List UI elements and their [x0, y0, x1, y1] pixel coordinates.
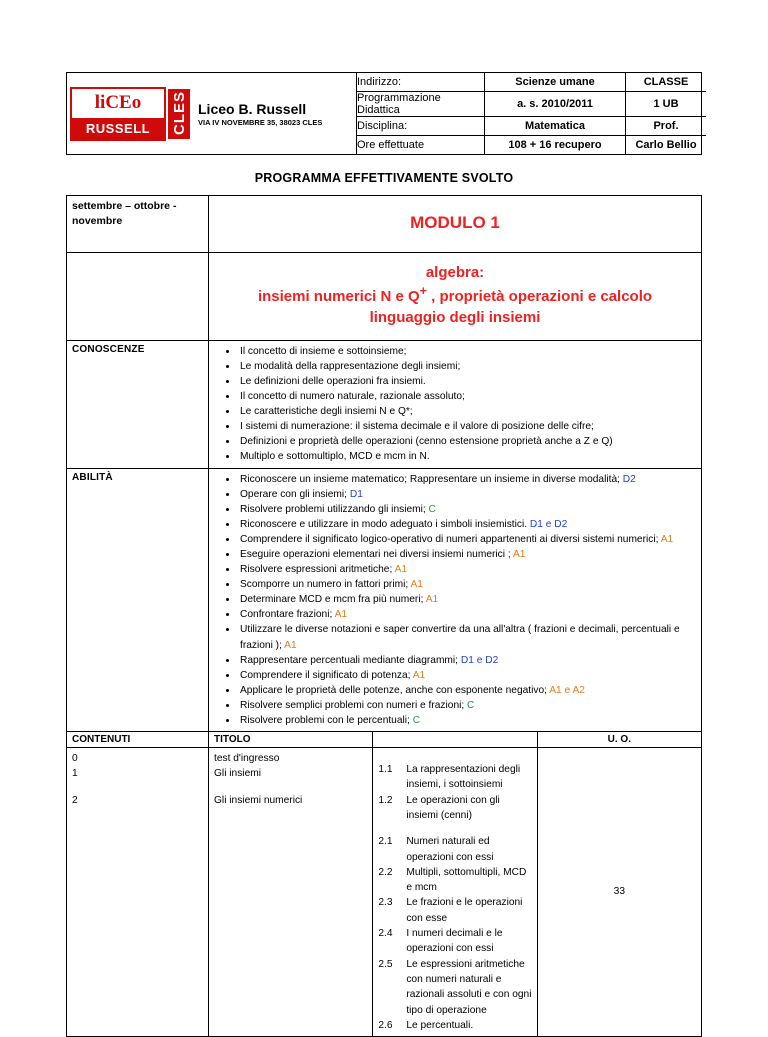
subitems-group-insiemi-numerici — [378, 834, 531, 1033]
list-item: • Confrontare frazioni; A1 — [238, 607, 696, 622]
list-item: • Le definizioni delle operazioni fra insiemi. — [238, 374, 696, 389]
sub-item-text: Le espressioni aritmetiche con numeri naturali e razionali assoluti e con ogni tipo di operazione — [406, 958, 532, 1016]
sub-item-number: 2.6 — [378, 1019, 393, 1031]
contents-header-detail — [373, 732, 537, 748]
competence-code: C — [412, 715, 421, 726]
sub-item — [378, 1018, 531, 1033]
competence-code: A1 — [412, 669, 426, 681]
list-item: • Risolvere espressioni aritmetiche; A1 — [238, 562, 696, 577]
sub-item-text: Multipli, sottomultipli, MCD e mcm — [406, 866, 527, 894]
module-subtitle-row — [67, 253, 702, 341]
sub-item-number: 2.3 — [378, 897, 393, 909]
module-subtitle-line2: insiemi numerici N e Q+ , proprietà operazioni e calcolo — [257, 284, 653, 306]
school-address: VIA IV NOVEMBRE 35, 38023 CLES — [198, 117, 323, 127]
competence-code: D2 — [622, 473, 636, 485]
header-right-classe: CLASSE — [626, 73, 707, 92]
module-subtitle-line3: linguaggio degli insiemi — [369, 308, 541, 326]
abilita-list-cell — [209, 468, 702, 732]
sub-item — [378, 926, 531, 957]
sub-item — [378, 895, 531, 926]
header-value-ore: 108 + 16 recupero — [485, 136, 626, 155]
contents-header-uo: U. O. — [537, 732, 701, 748]
list-item: • Comprendere il significato di potenza; A1 — [238, 668, 696, 683]
sub-item — [378, 957, 531, 1018]
competence-code: C — [428, 503, 436, 515]
module-subtitle-line1: algebra: — [425, 264, 485, 281]
content-title: Gli insiemi — [214, 768, 261, 780]
module-title-cell — [209, 196, 702, 253]
competence-code: C — [467, 699, 475, 711]
list-item: • Definizioni e proprietà delle operazioni (cenno estensione proprietà anche a Z e Q) — [238, 434, 696, 449]
header-label-indirizzo: Indirizzo: — [357, 73, 485, 92]
list-item: • Il concetto di insieme e sottoinsieme; — [238, 344, 696, 359]
content-number: 0 — [72, 753, 78, 765]
list-item: • Il concetto di numero naturale, razionale assoluto; — [238, 389, 696, 404]
subitems-group-insiemi — [378, 762, 531, 823]
list-item: • Eseguire operazioni elementari nei diversi insiemi numerici ; A1 — [238, 547, 696, 562]
list-item: • Le caratteristiche degli insiemi N e Q*; — [238, 404, 696, 419]
header-label-ore: Ore effettuate — [357, 136, 485, 155]
header-right-prof-label: Prof. — [626, 117, 707, 136]
sub-item-text: Numeri naturali ed operazioni con essi — [406, 836, 494, 863]
header-label-disciplina: Disciplina: — [357, 117, 485, 136]
contents-uo-cell: 33 — [537, 748, 701, 1037]
module-subtitle-left-spacer — [67, 253, 209, 341]
sub-item — [378, 762, 531, 793]
competence-code: D1 — [349, 488, 363, 500]
list-item: • Risolvere problemi utilizzando gli insiemi; C — [238, 502, 696, 517]
competence-code: A1 — [284, 639, 297, 651]
sub-item-text: La rappresentazioni degli insiemi, i sottoinsiemi — [406, 764, 521, 791]
competence-code: A1 — [512, 548, 526, 560]
sub-item-number: 2.2 — [378, 866, 393, 878]
list-item: • Rappresentare percentuali mediante diagrammi; D1 e D2 — [238, 653, 696, 668]
module-period-cell — [67, 196, 209, 253]
header-row-ore — [357, 136, 706, 155]
sub-item-number: 1.1 — [378, 764, 393, 776]
abilita-list — [214, 472, 696, 729]
list-item: • Scomporre un numero in fattori primi; A1 — [238, 577, 696, 592]
list-item: • Comprendere il significato logico-operativo di numeri appartenenti ai diversi sistemi numerici; A1 — [238, 532, 696, 547]
abilita-label: ABILITÀ — [72, 471, 113, 483]
content-title: Gli insiemi numerici — [214, 794, 303, 806]
conoscenze-list — [214, 344, 696, 465]
school-identity-cell — [67, 73, 357, 155]
competence-code: A1 — [334, 609, 348, 621]
module-subtitle-cell — [209, 253, 702, 341]
contents-numbers-cell — [67, 748, 209, 1037]
header-value-anno: a. s. 2010/2011 — [485, 92, 626, 117]
conoscenze-label-cell — [67, 340, 209, 468]
header-row-indirizzo — [357, 73, 706, 92]
contents-subitems-cell — [373, 748, 537, 1037]
sub-item-number: 2.4 — [378, 928, 393, 940]
conoscenze-row — [67, 340, 702, 468]
list-item: • Applicare le proprietà delle potenze, anche con esponente negativo; A1 e A2 — [238, 683, 696, 698]
contents-titles-cell — [209, 748, 373, 1037]
content-number: 1 — [72, 768, 78, 780]
content-number: 2 — [72, 794, 78, 806]
list-item: • Determinare MCD e mcm fra più numeri; A1 — [238, 592, 696, 607]
school-logo — [70, 87, 166, 141]
document-header — [66, 72, 702, 155]
header-value-indirizzo: Scienze umane — [485, 73, 626, 92]
competence-code: A1 — [410, 579, 423, 591]
abilita-row — [67, 468, 702, 732]
header-label-programmazione: Programmazione Didattica — [357, 92, 485, 117]
abilita-label-cell — [67, 468, 209, 732]
sub-item-text: I numeri decimali e le operazioni con essi — [406, 928, 503, 955]
module-title-row — [67, 196, 702, 253]
header-fields-cell — [357, 73, 702, 155]
logo-word-top: liCEo — [94, 92, 142, 113]
competence-code: D1 e D2 — [529, 518, 568, 530]
competence-code: A1 — [425, 594, 439, 606]
list-item: • Multiplo e sottomultiplo, MCD e mcm in N. — [238, 449, 696, 464]
sub-item-text: Le operazioni con gli insiemi (cenni) — [406, 794, 500, 821]
logo-cles-bar — [168, 89, 190, 139]
sub-item-number: 2.5 — [378, 958, 393, 970]
sub-item-number: 2.1 — [378, 836, 393, 848]
logo-word-bottom: RUSSELL — [85, 120, 151, 136]
sub-item-text: Le frazioni e le operazioni con esse — [406, 897, 523, 924]
sub-item-number: 1.2 — [378, 794, 393, 806]
header-right-class-value: 1 UB — [626, 92, 707, 117]
page-title: PROGRAMMA EFFETTIVAMENTE SVOLTO — [254, 171, 514, 185]
list-item: • Operare con gli insiemi; D1 — [238, 487, 696, 502]
sub-item-text: Le percentuali. — [406, 1019, 474, 1031]
program-table — [66, 195, 702, 1037]
contents-body-row — [67, 748, 702, 1037]
list-item: • Risolvere semplici problemi con numeri e frazioni; C — [238, 698, 696, 713]
header-value-disciplina: Matematica — [485, 117, 626, 136]
conoscenze-label: CONOSCENZE — [72, 343, 145, 355]
list-item: • Utilizzare le diverse notazioni e saper convertire da una all'altra ( frazioni e decimali, percentuali e frazioni ); A1 — [238, 622, 696, 652]
conoscenze-list-cell — [209, 340, 702, 468]
content-title: test d'ingresso — [214, 753, 280, 765]
module-title: MODULO 1 — [410, 213, 500, 232]
list-item: • Risolvere problemi con le percentuali; C — [238, 713, 696, 728]
module-period: settembre – ottobre - novembre — [72, 200, 177, 228]
logo-cles-text: CLES — [170, 91, 188, 136]
competence-code: A1 — [660, 533, 674, 545]
contents-header-titolo: TITOLO — [209, 732, 373, 748]
contents-header-contenuti: CONTENUTI — [67, 732, 209, 748]
sub-item — [378, 834, 531, 865]
list-item: • I sistemi di numerazione: il sistema decimale e il valore di posizione delle cifre; — [238, 419, 696, 434]
competence-code: D1 e D2 — [460, 654, 499, 666]
list-item: • Riconoscere un insieme matematico; Rappresentare un insieme in diverse modalità; D2 — [238, 472, 696, 487]
sub-item — [378, 793, 531, 824]
list-item: • Riconoscere e utilizzare in modo adeguato i simboli insiemistici. D1 e D2 — [238, 517, 696, 532]
list-item: • Le modalità della rappresentazione degli insiemi; — [238, 359, 696, 374]
competence-code: A1 e A2 — [549, 684, 585, 696]
school-name: Liceo B. Russell — [198, 100, 307, 117]
sub-item — [378, 865, 531, 896]
header-right-prof-name: Carlo Bellio — [626, 136, 707, 155]
competence-code: A1 — [394, 564, 408, 576]
header-row-disciplina — [357, 117, 706, 136]
contents-header-row — [67, 732, 702, 748]
header-row-programmazione — [357, 92, 706, 117]
